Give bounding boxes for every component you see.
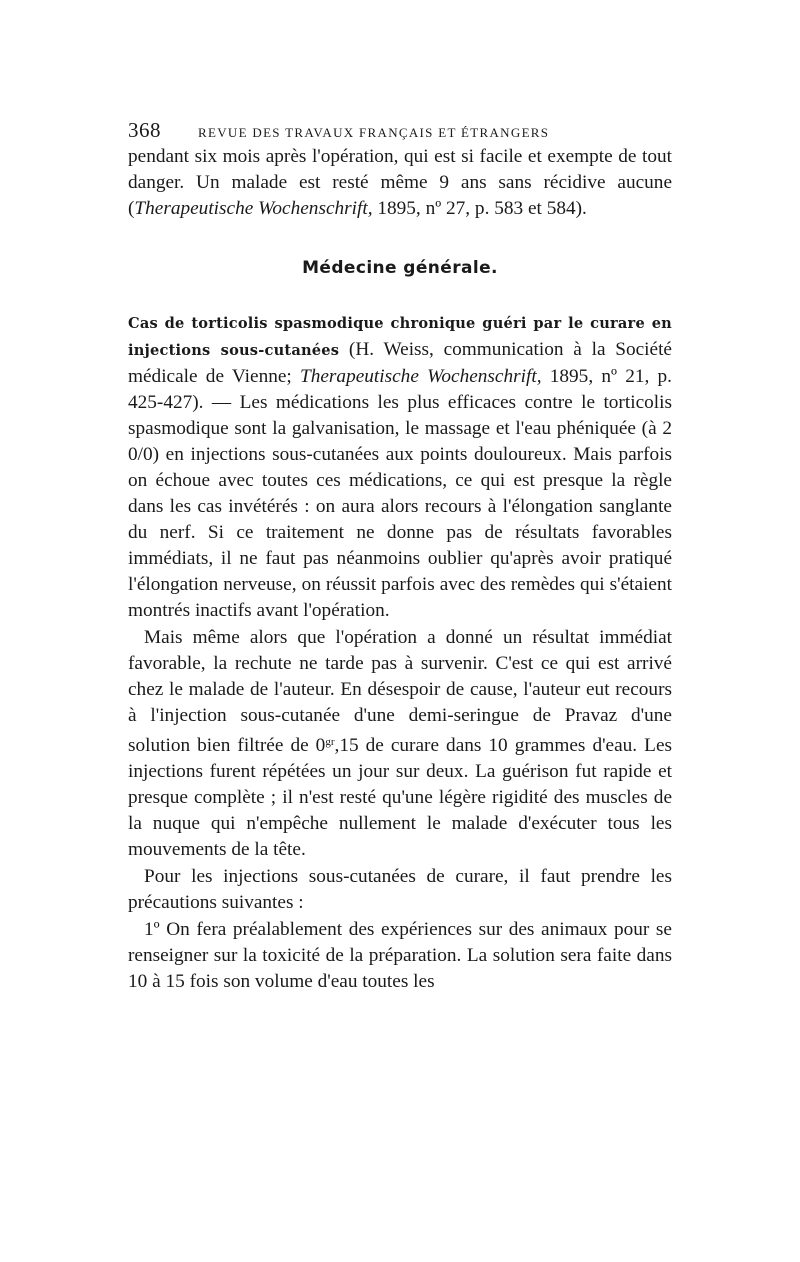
paragraph2-text-after: ,15 de curare dans 10 grammes d'eau. Les injections furent répétées un jour sur deux. La guérison fut rapide et presque complète ; il n'est resté qu'une légère rigidité des muscles de la nuque qui n'empêche nullement le malade d'exécuter tous les mouvements de la tête. <box>128 735 673 860</box>
article-lead-title: Cas de torticolis spasmodique chronique guéri par le curare en injections sous-cutanées <box>128 315 672 359</box>
article-citation-after: 1895, nº 21, p. 425-427). — Les médications les plus efficaces contre le torticolis spasmodique sont la galvanisation, le massage et l'eau phéniquée (à 2 0/0) en injections sous-cutanées aux points douloureux. Mais parfois on échoue avec toutes ces médications, ce qui est presque la règle dans les cas invétérés : on aura alors recours à l'élongation sanglante du nerf. Si ce traitement ne donne pas de résultats favorables immédiats, il ne faut pas néanmoins oublier qu'après avoir pratiqué l'élongation nerveuse, on réussit parfois avec des remèdes qui s'étaient montrés inactifs avant l'opération. <box>128 366 672 621</box>
paragraph2-text-before: Mais même alors que l'opération a donné un résultat immédiat favorable, la rechute ne tarde pas à survenir. C'est ce qui est arrivé chez le malade de l'auteur. En désespoir de cause, l'auteur eut recours à l'injection sous-cutanée d'une demi-seringue de Pravaz d'une solution bien filtrée de 0 <box>128 627 672 756</box>
book-page <box>128 118 672 995</box>
gram-unit-superscript: gr <box>325 736 335 748</box>
running-title: REVUE DES TRAVAUX FRANÇAIS ET ÉTRANGERS <box>198 125 550 140</box>
article-paragraph-4: 1º On fera préalablement des expériences sur des animaux pour se renseigner sur la toxicité de la préparation. La solution sera faite dans 10 à 15 fois son volume d'eau toutes les <box>128 919 672 992</box>
section-heading: Médecine générale. <box>302 258 498 278</box>
running-header <box>128 118 672 144</box>
intro-paragraph <box>128 144 672 222</box>
article-paragraph-2 <box>128 625 672 863</box>
article-paragraph-1 <box>128 310 672 624</box>
article-paragraph-3: Pour les injections sous-cutanées de curare, il faut prendre les précautions suivantes : <box>128 866 672 913</box>
intro-journal-title: Therapeutische Wochenschrift, <box>134 198 373 219</box>
intro-text-after: 1895, nº 27, p. 583 et 584). <box>372 198 587 219</box>
article-citation-before: (H. Weiss, communication à la Société médicale de Vienne; <box>128 339 672 387</box>
intro-text-before: pendant six mois après l'opération, qui est si facile et exempte de tout danger. Un malade est resté même 9 ans sans récidive aucune ( <box>128 146 672 219</box>
page-number: 368 <box>128 118 161 142</box>
article-journal-title: Therapeutische Wochenschrift, <box>300 366 542 387</box>
article <box>128 310 672 995</box>
